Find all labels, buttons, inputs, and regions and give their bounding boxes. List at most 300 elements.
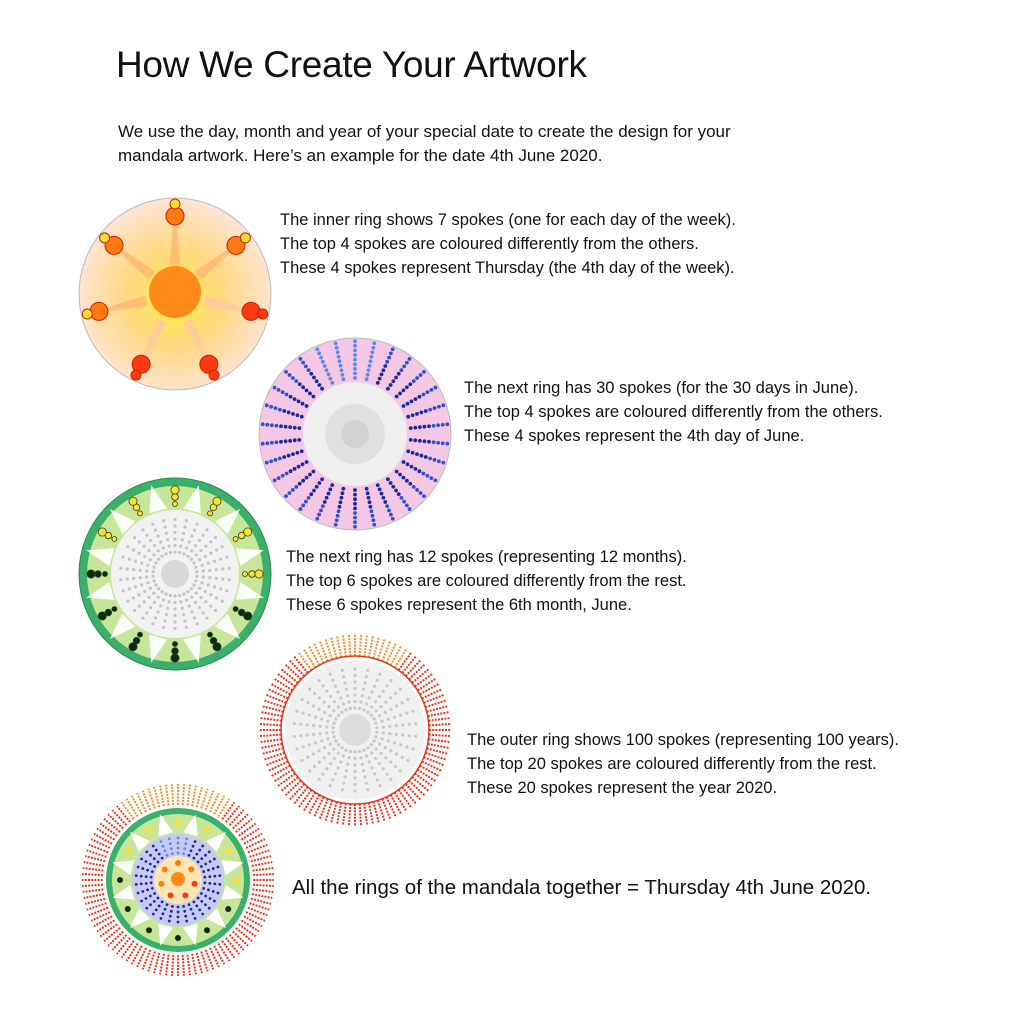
year-ray <box>249 893 273 897</box>
day-spoke-dot <box>200 857 203 860</box>
inner-dot <box>353 680 356 683</box>
year-ray <box>304 649 316 668</box>
day-spoke-dot <box>164 849 167 852</box>
inner-dot <box>408 723 411 726</box>
day-spoke-dot <box>275 424 279 428</box>
day-spoke-dot <box>335 346 339 350</box>
year-ray <box>82 874 106 876</box>
inner-dot <box>345 688 348 691</box>
inner-dot <box>341 669 344 672</box>
day-spoke-dot <box>428 457 432 461</box>
day-spoke-dot <box>168 838 171 841</box>
day-spoke-dot <box>432 440 436 444</box>
inner-dot <box>381 720 384 723</box>
year-ray <box>87 850 110 857</box>
day-spoke-dot <box>149 863 152 866</box>
inner-dot <box>399 743 402 746</box>
day-spoke-dot <box>441 441 445 445</box>
day-spoke-dot <box>378 487 382 491</box>
day-spoke-dot <box>273 386 277 390</box>
day-spoke-dot <box>304 364 308 368</box>
inner-dot <box>165 613 168 616</box>
year-ray <box>261 744 283 748</box>
inner-dot <box>188 540 191 543</box>
day-spoke-dot <box>192 857 195 860</box>
day-spoke-dot <box>323 500 327 504</box>
inner-dot <box>318 696 321 699</box>
inner-dot <box>368 696 371 699</box>
day-spoke-dot <box>402 404 406 408</box>
inner-dot <box>389 761 392 764</box>
inner-dot <box>378 673 381 676</box>
year-ray <box>373 802 378 823</box>
year-ray <box>260 718 282 721</box>
inner-dot <box>326 720 329 723</box>
inner-dot <box>308 688 311 691</box>
year-ray <box>398 652 411 670</box>
month-spoke-dot <box>95 571 102 578</box>
inner-dot <box>182 613 185 616</box>
inner-dot <box>342 782 345 785</box>
year-ray <box>369 803 373 825</box>
day-spoke-dot <box>202 870 205 873</box>
day-spoke-dot <box>273 479 277 483</box>
month-spoke-dot <box>244 528 252 536</box>
inner-dot <box>173 620 176 623</box>
inner-dot <box>374 722 377 725</box>
inner-dot <box>327 752 330 755</box>
day-spoke-dot <box>415 452 419 456</box>
day-spoke-dot <box>371 518 375 522</box>
day-spoke-dot <box>281 390 285 394</box>
inner-dot <box>370 743 373 746</box>
weekday-spoke-node <box>168 892 174 898</box>
day-spoke-dot <box>295 451 299 455</box>
inner-dot <box>329 714 332 717</box>
day-spoke-dot <box>428 408 432 412</box>
intro-line-1: We use the day, month and year of your special date to create the design for your <box>118 122 731 141</box>
inner-dot <box>190 558 193 561</box>
day-spoke-dot <box>325 496 329 500</box>
inner-dot <box>323 711 326 714</box>
inner-dot <box>321 684 324 687</box>
day-spoke-dot <box>353 497 357 501</box>
day-spoke-dot <box>177 916 180 919</box>
day-spoke-dot <box>202 887 205 890</box>
day-spoke-dot <box>166 854 169 857</box>
day-spoke-dot <box>208 907 211 910</box>
year-ray <box>271 766 290 777</box>
inner-dot <box>329 784 332 787</box>
inner-dot <box>394 765 397 768</box>
day-spoke-dot <box>353 353 357 357</box>
day-spoke-dot <box>405 503 409 507</box>
description-line: The next ring has 12 spokes (representing 12 months). <box>286 548 687 566</box>
day-spoke-dot <box>415 412 419 416</box>
day-spoke-dot <box>437 459 441 463</box>
day-spoke-dot <box>319 508 323 512</box>
year-ray <box>183 952 185 976</box>
inner-dot <box>337 705 340 708</box>
year-ray <box>82 885 106 887</box>
inner-dot <box>293 722 296 725</box>
day-spoke-dot <box>152 845 155 848</box>
inner-dot <box>299 723 302 726</box>
day-spoke-dot <box>287 411 291 415</box>
day-spoke-dot <box>337 355 341 359</box>
year-ray <box>406 660 421 676</box>
year-ray <box>429 735 451 736</box>
day-spoke-dot <box>422 494 426 498</box>
year-ray <box>274 770 293 782</box>
inner-dot <box>149 558 152 561</box>
day-spoke-dot <box>334 341 338 345</box>
final-summary: All the rings of the mandala together = Thursday 4th June 2020. <box>292 876 872 899</box>
year-ray <box>409 781 425 796</box>
inner-dot <box>333 757 336 760</box>
day-spoke-dot <box>423 425 427 429</box>
year-ray <box>261 712 283 716</box>
month-spoke-dot <box>255 570 263 578</box>
inner-dot <box>181 607 184 610</box>
day-spoke-dot <box>157 861 160 864</box>
day-spoke-dot <box>311 470 315 474</box>
year-ray <box>132 943 144 964</box>
inner-dot <box>157 610 160 613</box>
inner-dot <box>401 723 404 726</box>
inner-dot <box>349 707 352 710</box>
inner-dot <box>343 681 346 684</box>
day-spoke-dot <box>365 487 369 491</box>
year-ray <box>428 739 450 742</box>
inner-dot <box>295 710 298 713</box>
inner-dot <box>299 734 302 737</box>
inner-dot <box>353 770 356 773</box>
year-ray <box>200 789 207 812</box>
inner-dot <box>365 754 368 757</box>
day-spoke-dot <box>411 413 415 417</box>
day-spoke-dot <box>297 465 301 469</box>
inner-dot <box>173 550 176 553</box>
day-spoke-dot <box>190 908 193 911</box>
inner-dot <box>382 731 385 734</box>
month-spoke-dot <box>173 642 178 647</box>
inner-dot <box>329 695 332 698</box>
day-spoke-dot <box>301 462 305 466</box>
inner-dot <box>321 772 324 775</box>
day-spoke-dot <box>261 422 265 426</box>
inner-dot <box>388 732 391 735</box>
month-spoke-dot <box>172 648 179 655</box>
day-spoke-dot <box>353 372 357 376</box>
day-spoke-dot <box>300 415 304 419</box>
inner-dot <box>157 587 160 590</box>
inner-dot <box>147 596 150 599</box>
day-spoke-dot <box>305 460 309 464</box>
year-ray <box>281 777 298 791</box>
day-spoke-dot <box>368 500 372 504</box>
inner-dot <box>188 604 191 607</box>
month-spoke-dot <box>213 643 221 651</box>
inner-dot <box>205 528 208 531</box>
day-spoke-dot <box>340 368 344 372</box>
day-spoke-dot <box>200 900 203 903</box>
year-ray <box>299 652 312 670</box>
inner-dot <box>190 595 193 598</box>
year-ray <box>183 784 185 808</box>
description-line: These 20 spokes represent the year 2020. <box>467 779 778 797</box>
day-spoke-dot <box>386 387 390 391</box>
inner-dot <box>366 746 369 749</box>
day-spoke-dot <box>400 496 404 500</box>
year-ray <box>83 889 107 892</box>
inner-dot <box>384 701 387 704</box>
year-ray <box>417 679 436 691</box>
day-spoke-dot <box>265 461 269 465</box>
inner-dot <box>370 751 373 754</box>
day-spoke-dot <box>185 838 188 841</box>
day-spoke-dot <box>353 349 357 353</box>
year-ray <box>205 947 214 969</box>
day-spoke-dot <box>353 525 357 529</box>
day-spoke-dot <box>336 350 340 354</box>
day-spoke-dot <box>185 920 188 923</box>
inner-dot <box>414 722 417 725</box>
day-spoke-dot <box>207 869 210 872</box>
day-spoke-dot <box>153 857 156 860</box>
inner-dot <box>196 622 199 625</box>
day-spoke-dot <box>353 358 357 362</box>
year-ray <box>349 634 350 656</box>
day-spoke-dot <box>201 845 204 848</box>
inner-dot <box>214 609 217 612</box>
inner-dot <box>320 718 323 721</box>
inner-dot <box>368 760 371 763</box>
inner-dot <box>339 696 342 699</box>
month-spoke-dot <box>204 827 210 833</box>
inner-dot <box>215 548 218 551</box>
inner-dot <box>185 546 188 549</box>
day-spoke-dot <box>402 476 406 480</box>
day-spoke-dot <box>153 865 156 868</box>
day-spoke-dot <box>412 485 416 489</box>
inner-dot <box>179 600 182 603</box>
inner-dot <box>198 558 201 561</box>
inner-dot <box>162 546 165 549</box>
year-ray <box>172 784 174 808</box>
day-spoke-dot <box>155 909 158 912</box>
inner-dot <box>319 725 322 728</box>
inner-dot <box>378 743 381 746</box>
year-ray <box>285 664 301 679</box>
day-spoke-dot <box>213 900 216 903</box>
year-ray <box>412 669 429 683</box>
day-spoke-dot <box>140 900 143 903</box>
inner-dot <box>179 545 182 548</box>
inner-dot <box>325 690 328 693</box>
inner-dot <box>209 605 212 608</box>
day-spoke-dot <box>151 887 154 890</box>
year-ray <box>309 795 320 814</box>
year-ray <box>271 684 290 695</box>
inner-dot <box>302 745 305 748</box>
year-ray <box>132 796 144 817</box>
inner-dot <box>353 706 356 709</box>
day-spoke-dot <box>317 481 321 485</box>
year-ray <box>84 862 108 866</box>
inner-dot <box>378 695 381 698</box>
day-spoke-dot <box>429 476 433 480</box>
inner-dot <box>332 722 335 725</box>
inner-dot <box>347 701 350 704</box>
day-spoke-dot <box>353 344 357 348</box>
year-ray <box>84 893 108 897</box>
month-spoke-dot <box>173 502 178 507</box>
inner-dot <box>366 669 369 672</box>
inner-dot <box>414 735 417 738</box>
inner-dot <box>145 611 148 614</box>
inner-dot <box>302 712 305 715</box>
day-spoke-dot <box>325 368 329 372</box>
month-spoke-dot <box>208 511 213 516</box>
day-spoke-dot <box>367 496 371 500</box>
inner-dot <box>169 594 172 597</box>
year-ray <box>420 684 439 695</box>
inner-dot <box>202 611 205 614</box>
day-spoke-dot <box>419 454 423 458</box>
inner-dot <box>376 679 379 682</box>
inner-dot <box>353 700 356 703</box>
year-ray <box>427 748 448 753</box>
day-spoke-dot <box>207 888 210 891</box>
day-spoke-dot <box>387 356 391 360</box>
inner-dot <box>293 735 296 738</box>
day-spoke-dot <box>425 474 429 478</box>
day-spoke-dot <box>149 854 152 857</box>
description-line: The top 4 spokes are coloured differently from the others. <box>464 403 883 421</box>
inner-dot <box>139 576 142 579</box>
month-spoke-dot <box>98 528 106 536</box>
day-spoke-dot <box>212 867 215 870</box>
day-spoke-dot <box>386 477 390 481</box>
inner-dot <box>134 560 137 563</box>
year-ray <box>309 646 320 665</box>
month-spoke-dot <box>112 537 117 542</box>
day-spoke-dot <box>279 424 283 428</box>
inner-dot <box>134 585 137 588</box>
inner-dot <box>160 555 163 558</box>
weekday-spoke-node <box>182 892 188 898</box>
inner-dot <box>379 705 382 708</box>
day-spoke-dot <box>427 440 431 444</box>
day-spoke-dot <box>160 917 163 920</box>
year-ray <box>343 635 346 657</box>
inner-dot <box>202 534 205 537</box>
year-ray <box>294 656 308 673</box>
inner-dot <box>219 558 222 561</box>
month-spoke-dot <box>233 607 238 612</box>
day-spoke-dot <box>277 476 281 480</box>
inner-dot <box>308 714 311 717</box>
intro-text <box>118 120 838 168</box>
inner-dot <box>149 606 152 609</box>
day-spoke-dot <box>281 474 285 478</box>
inner-dot <box>119 567 122 570</box>
page-title: How We Create Your Artwork <box>116 44 587 85</box>
inner-dot <box>333 700 336 703</box>
year-ray <box>160 951 164 975</box>
day-spoke-dot <box>177 847 180 850</box>
day-spoke-dot <box>291 376 295 380</box>
day-spoke-dot <box>169 842 172 845</box>
day-spoke-dot <box>320 477 324 481</box>
inner-dot <box>208 576 211 579</box>
day-spoke-dot <box>177 852 180 855</box>
year-ray <box>360 634 361 656</box>
inner-dot <box>207 583 210 586</box>
inner-dot <box>353 783 356 786</box>
day-spoke-dot <box>368 364 372 368</box>
day-spoke-dot <box>370 509 374 513</box>
day-spoke-dot <box>282 455 286 459</box>
day-spoke-dot <box>291 412 295 416</box>
day-spoke-dot <box>441 461 445 465</box>
inner-dot <box>149 539 152 542</box>
year-ray <box>289 784 304 800</box>
inner-dot <box>365 782 368 785</box>
year-ray <box>213 943 225 964</box>
day-spoke-dot <box>145 850 148 853</box>
day-spoke-dot <box>170 910 173 913</box>
year-ray <box>143 791 152 813</box>
day-spoke-dot <box>338 505 342 509</box>
inner-dot <box>320 739 323 742</box>
day-spoke-dot <box>162 845 165 848</box>
inner-dot <box>389 778 392 781</box>
day-spoke-dot <box>366 491 370 495</box>
year-ray <box>402 656 416 673</box>
inner-dot <box>362 769 365 772</box>
inner-dot <box>143 545 146 548</box>
inner-dot <box>365 702 368 705</box>
inner-dot <box>339 760 342 763</box>
day-spoke-dot <box>402 500 406 504</box>
year-ray <box>249 862 273 866</box>
day-spoke-dot <box>415 488 419 492</box>
inner-dot <box>372 739 375 742</box>
inner-dot <box>399 688 402 691</box>
year-ray <box>360 804 361 826</box>
day-spoke-dot <box>378 377 382 381</box>
day-spoke-dot <box>200 892 203 895</box>
day-spoke-dot <box>445 422 449 426</box>
description-line: These 4 spokes represent Thursday (the 4th day of the week). <box>280 259 735 277</box>
inner-dot <box>167 600 170 603</box>
inner-dot <box>169 551 172 554</box>
inner-dot <box>122 589 125 592</box>
inner-dot <box>366 788 369 791</box>
year-ray <box>191 951 195 975</box>
inner-dot <box>353 693 356 696</box>
day-spoke-dot <box>190 849 193 852</box>
day-spoke-dot <box>192 912 195 915</box>
inner-dot <box>373 685 376 688</box>
day-spoke-dot <box>372 341 376 345</box>
day-spoke-dot <box>317 352 321 356</box>
inner-dot <box>138 540 141 543</box>
day-spoke-dot <box>141 890 144 893</box>
day-spoke-dot <box>437 405 441 409</box>
